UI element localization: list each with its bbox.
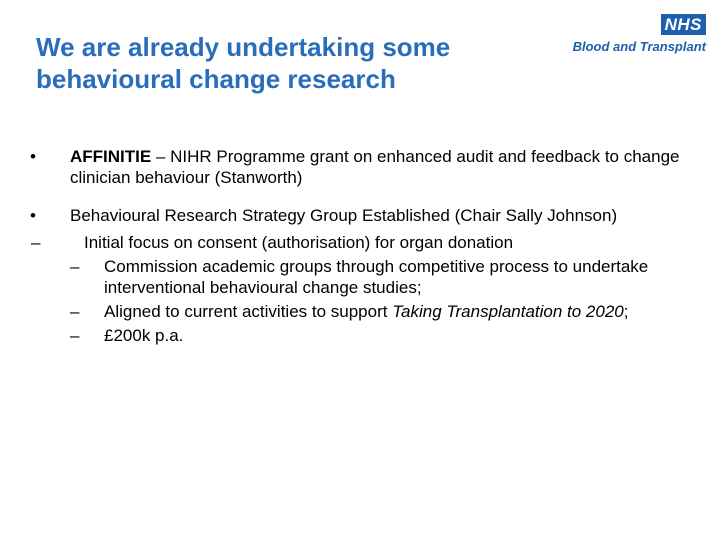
sub-sub-bullet-aligned-italic: Taking Transplantation to 2020	[392, 302, 624, 321]
dash-marker: –	[70, 257, 80, 276]
sub-sub-bullet-commission	[30, 256, 690, 298]
sub-sub-bullet-aligned-text: Aligned to current activities to support	[104, 302, 393, 321]
bullet-affinitie-text: – NIHR Programme grant on enhanced audit and feedback to change clinician behaviour (Stanworth)	[70, 147, 680, 187]
bullet-affinitie	[30, 146, 690, 188]
sub-sub-bullet-funding	[30, 325, 690, 346]
slide-title-line-2: behavioural change research	[36, 64, 396, 94]
nhs-logo-box: NHS	[661, 14, 706, 35]
sub-bullet-initial-focus	[30, 232, 690, 346]
sub-sub-bullet-aligned	[30, 301, 690, 322]
dash-marker: –	[70, 302, 80, 321]
dash-marker: –	[31, 233, 41, 252]
bullet-strategy-group-text: Behavioural Research Strategy Group Established (Chair Sally Johnson)	[70, 206, 618, 225]
organisation-name: Blood and Transplant	[572, 39, 706, 54]
dash-marker: –	[70, 326, 80, 345]
sub-sub-bullet-funding-text: £200k p.a.	[104, 326, 184, 345]
nhs-blood-and-transplant-logo	[556, 14, 706, 64]
slide-title	[36, 31, 536, 95]
bullet-marker: •	[30, 206, 36, 225]
sub-sub-bullet-commission-text: Commission academic groups through competitive process to undertake interventional behavioural change studies;	[104, 257, 649, 297]
bullet-affinitie-bold: AFFINITIE	[70, 147, 152, 166]
slide-body	[30, 146, 690, 363]
bullet-strategy-group	[30, 205, 690, 346]
slide-title-line-1: We are already undertaking some	[36, 32, 451, 62]
sub-sub-bullet-aligned-end: ;	[623, 302, 629, 321]
bullet-marker: •	[30, 147, 36, 166]
sub-bullet-initial-focus-text: Initial focus on consent (authorisation) for organ donation	[84, 233, 514, 252]
